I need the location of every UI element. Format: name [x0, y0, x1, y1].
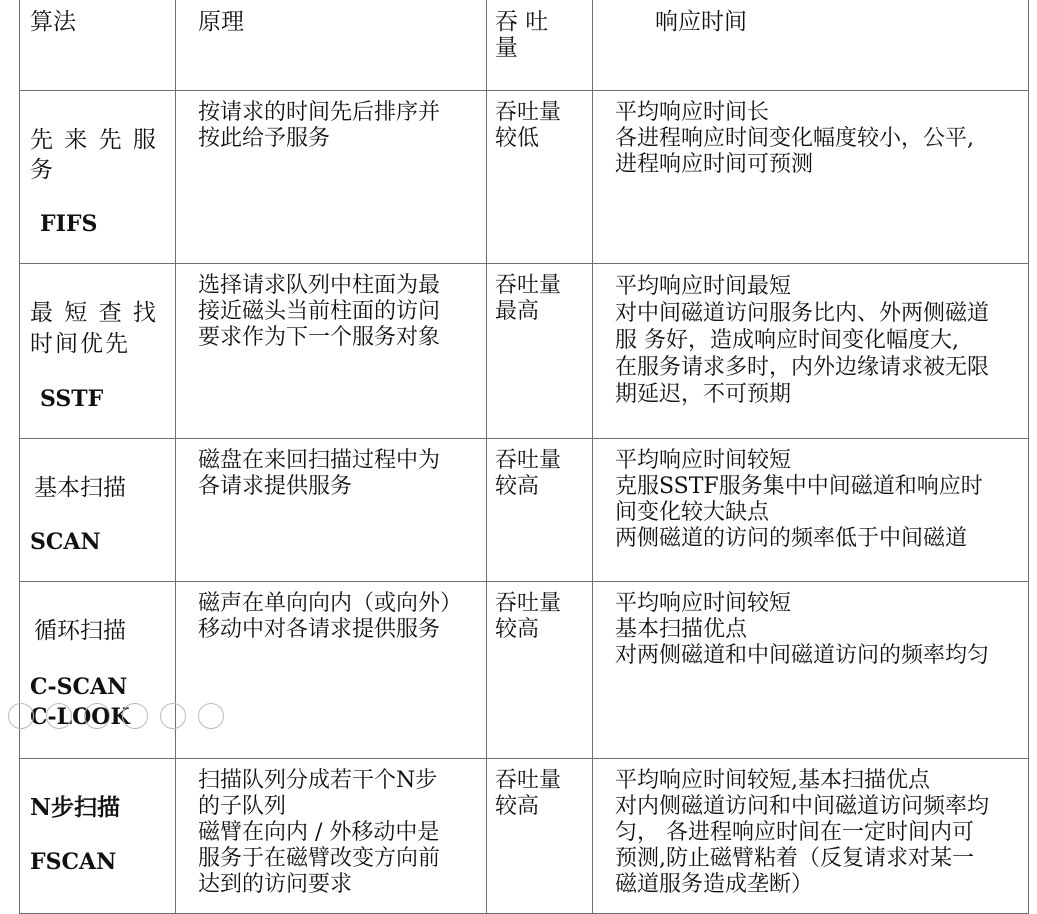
throughput-text: 吞吐量 最高 — [495, 273, 562, 324]
table-row — [20, 439, 1029, 582]
algorithm-name: N步扫描 — [30, 794, 121, 821]
principle-text: 磁声在单向向内（或向外） 移动中对各请求提供服务 — [198, 591, 463, 642]
header-principle: 原理 — [198, 9, 244, 35]
circle-icon — [122, 703, 148, 729]
principle-text: 选择请求队列中柱面为最 接近磁头当前柱面的访问 要求作为下一个服务对象 — [198, 273, 441, 350]
response-cell — [593, 264, 1029, 439]
response-text: 平均响应时间最短 对中间磁道访问服务比内、外两侧磁道 服 务好，造成响应时间变化幅度大, 在服务请求多时，内外边缘请求被无限 期延迟，不可预期 — [615, 274, 990, 407]
algorithm-cell — [20, 91, 176, 264]
table-row — [20, 759, 1029, 914]
header-throughput: 吞 吐 量 — [495, 9, 549, 61]
circle-icon — [198, 703, 224, 729]
algorithm-code: SCAN — [30, 529, 101, 555]
algorithm-name: 循环扫描 — [34, 618, 126, 644]
disk-scheduling-table — [19, 0, 1029, 914]
throughput-cell — [487, 759, 593, 914]
header-algorithm: 算法 — [30, 9, 76, 35]
response-text: 平均响应时间较短 克服SSTF服务集中中间磁道和响应时 间变化较大缺点 两侧磁道的访问的频率低于中间磁道 — [615, 448, 983, 551]
principle-text: 磁盘在来回扫描过程中为 各请求提供服务 — [198, 448, 441, 499]
response-cell — [593, 582, 1029, 759]
algorithm-cell — [20, 439, 176, 582]
response-text: 平均响应时间长 各进程响应时间变化幅度较小，公平, 进程响应时间可预测 — [615, 100, 974, 177]
principle-cell — [176, 264, 487, 439]
algorithm-code: FSCAN — [30, 849, 117, 875]
algorithm-code: C-SCAN C-LOOK — [30, 674, 130, 730]
algorithm-name: 基本扫描 — [34, 475, 126, 501]
principle-text: 扫描队列分成若干个N步 的子队列 磁臂在向内 / 外移动中是 服务于在磁臂改变方向前 达到的访问要求 — [198, 768, 441, 897]
header-cell-throughput — [487, 0, 593, 91]
response-cell — [593, 759, 1029, 914]
header-cell-algorithm — [20, 0, 176, 91]
algorithm-cell — [20, 264, 176, 439]
table-row — [20, 582, 1029, 759]
algorithm-name: 最 短 查 找 时间优先 — [30, 300, 158, 357]
throughput-cell — [487, 264, 593, 439]
throughput-cell — [487, 582, 593, 759]
principle-cell — [176, 759, 487, 914]
principle-text: 按请求的时间先后排序并 按此给予服务 — [198, 100, 441, 151]
circle-icon — [84, 703, 110, 729]
table-row — [20, 91, 1029, 264]
table-header-row — [20, 0, 1029, 91]
principle-cell — [176, 91, 487, 264]
throughput-text: 吞吐量 较高 — [495, 448, 562, 499]
algorithm-code: FIFS — [40, 211, 98, 237]
throughput-text: 吞吐量 较低 — [495, 100, 562, 151]
principle-cell — [176, 439, 487, 582]
response-cell — [593, 439, 1029, 582]
header-cell-principle — [176, 0, 487, 91]
response-text: 平均响应时间较短,基本扫描优点 对内侧磁道访问和中间磁道访问频率均 匀， 各进程响应时间在一定时间内可 预测,防止磁臂粘着（反复请求对某一 磁道服务造成垄断） — [615, 768, 990, 897]
header-cell-response — [593, 0, 1029, 91]
table-row — [20, 264, 1029, 439]
header-response: 响应时间 — [655, 9, 747, 35]
throughput-text: 吞吐量 较高 — [495, 768, 562, 819]
throughput-cell — [487, 91, 593, 264]
response-text: 平均响应时间较短 基本扫描优点 对两侧磁道和中间磁道访问的频率均匀 — [615, 591, 990, 668]
algorithm-code: SSTF — [40, 386, 104, 412]
circle-icon — [8, 703, 34, 729]
bottom-decoration — [0, 703, 260, 729]
throughput-cell — [487, 439, 593, 582]
circle-icon — [160, 703, 186, 729]
principle-cell — [176, 582, 487, 759]
algorithm-name: 先 来 先 服 务 — [30, 127, 158, 183]
throughput-text: 吞吐量 较高 — [495, 591, 562, 642]
algorithm-cell — [20, 759, 176, 914]
response-cell — [593, 91, 1029, 264]
algorithm-cell — [20, 582, 176, 759]
circle-icon — [46, 703, 72, 729]
